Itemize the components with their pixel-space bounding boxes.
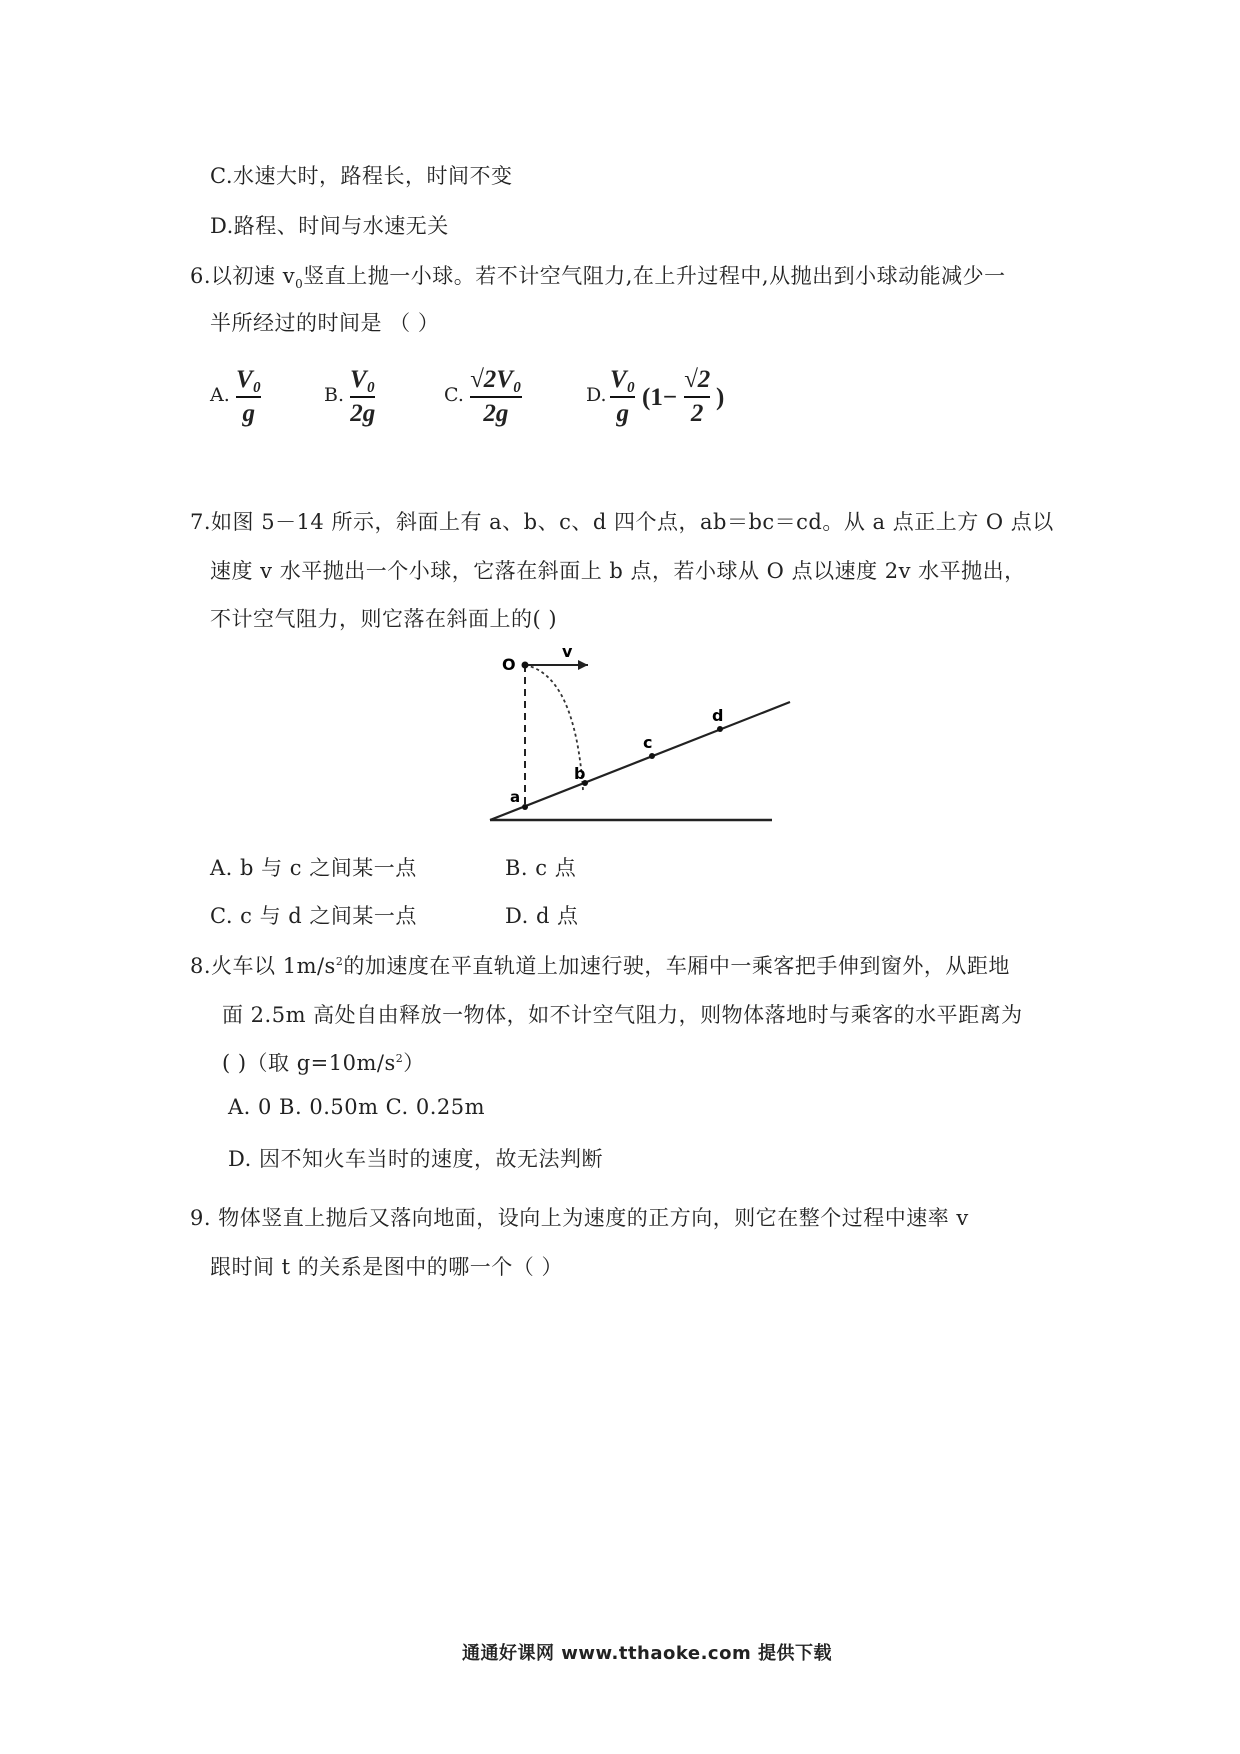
paren-open: (1− xyxy=(642,384,678,411)
q6-option-b-label: B. xyxy=(324,384,345,406)
fraction-denominator: 2g xyxy=(350,400,376,427)
q9-stem-line1: 9. 物体竖直上抛后又落向地面，设向上为速度的正方向，则它在整个过程中速率 v xyxy=(190,1206,969,1230)
label-o: O xyxy=(502,655,516,674)
q8-stem-part2: 的加速度在平直轨道上加速行驶，车厢中一乘客把手伸到窗外，从距地 xyxy=(343,954,1010,978)
q6-option-a-fraction xyxy=(236,366,261,428)
fraction-numerator: √2 xyxy=(684,366,711,393)
q6-option-a-label: A. xyxy=(210,384,230,406)
point-o xyxy=(522,662,529,669)
q8-stem-part1: 8.火车以 1m/s xyxy=(190,954,336,978)
q7-option-c: C. c 与 d 之间某一点 xyxy=(210,904,417,928)
q8-superscript: 2 xyxy=(335,955,344,968)
fraction-bar xyxy=(236,396,261,398)
point-a xyxy=(522,804,528,810)
label-v: v xyxy=(562,642,573,661)
fraction-bar xyxy=(610,396,635,398)
q6-stem-part2: 竖直上抛一小球。若不计空气阻力,在上升过程中,从抛出到小球动能减少一 xyxy=(303,264,1006,288)
point-c xyxy=(649,753,655,759)
label-a: a xyxy=(510,788,521,806)
q7-stem-line3: 不计空气阻力，则它落在斜面上的( ) xyxy=(210,607,558,631)
q7-option-b: B. c 点 xyxy=(505,856,577,880)
q6-stem-part1: 6.以初速 v xyxy=(190,264,296,288)
fraction-numerator: √2V₀ xyxy=(470,366,522,393)
q8-stem-line3 xyxy=(222,1047,425,1077)
label-d: d xyxy=(712,706,724,725)
fraction-bar xyxy=(470,396,522,398)
q7-option-a: A. b 与 c 之间某一点 xyxy=(210,856,417,880)
q5-option-c: C.水速大时，路程长，时间不变 xyxy=(210,164,513,188)
q8-stem-line3-part2: ） xyxy=(403,1051,425,1075)
q6-stem-subscript: 0 xyxy=(295,277,304,292)
q6-option-d-label: D. xyxy=(586,384,607,406)
footer-source: 通通好课网 www.tthaoke.com 提供下载 xyxy=(462,1643,832,1664)
q6-option-d-paren-close xyxy=(716,384,724,412)
velocity-arrow-head xyxy=(578,660,588,670)
label-b: b xyxy=(574,764,586,783)
q8-stem-line1 xyxy=(190,950,1010,980)
q6-option-c-fraction xyxy=(470,366,522,428)
q8-stem-line3-part1: ( )（取 g=10m/s xyxy=(222,1051,396,1075)
paren-close: ) xyxy=(716,384,725,411)
fraction-bar xyxy=(684,396,710,398)
q7-option-d: D. d 点 xyxy=(505,904,579,928)
q8-stem-line2: 面 2.5m 高处自由释放一物体，如不计空气阻力，则物体落地时与乘客的水平距离为 xyxy=(222,1003,1023,1027)
q6-option-b-fraction xyxy=(350,366,375,428)
q6-option-d-fraction xyxy=(610,366,635,428)
q7-stem-line1: 7.如图 5－14 所示，斜面上有 a、b、c、d 四个点，ab＝bc＝cd。从 a 点正上方 O 点以 xyxy=(190,510,1054,534)
q6-option-d-inner-fraction xyxy=(684,366,710,428)
q9-stem-line2: 跟时间 t 的关系是图中的哪一个（ ） xyxy=(210,1255,563,1279)
q8-line3-superscript: 2 xyxy=(395,1052,404,1065)
q6-stem-line2: 半所经过的时间是 （ ） xyxy=(210,311,440,335)
q6-option-c-label: C. xyxy=(444,384,464,406)
fraction-denominator: 2g xyxy=(483,400,509,427)
label-c: c xyxy=(643,733,653,752)
q6-stem-line1 xyxy=(190,260,1006,291)
point-d xyxy=(717,726,723,732)
incline-line xyxy=(490,702,790,820)
fraction-bar xyxy=(350,396,375,398)
q6-option-d-paren-open xyxy=(642,384,677,412)
fraction-denominator: 2 xyxy=(690,400,704,427)
q8-options-abc: A. 0 B. 0.50m C. 0.25m xyxy=(228,1095,486,1119)
q5-option-d: D.路程、时间与水速无关 xyxy=(210,214,449,238)
q7-stem-line2: 速度 v 水平抛出一个小球，它落在斜面上 b 点，若小球从 O 点以速度 2v 水平抛出， xyxy=(210,559,1026,583)
fraction-numerator: V₀ xyxy=(236,366,262,393)
fraction-numerator: V₀ xyxy=(610,366,636,393)
q8-option-d: D. 因不知火车当时的速度，故无法判断 xyxy=(228,1147,603,1171)
incline-projectile-figure xyxy=(480,635,800,830)
fraction-denominator: g xyxy=(242,400,255,427)
fraction-denominator: g xyxy=(616,400,629,427)
fraction-numerator: V₀ xyxy=(350,366,376,393)
